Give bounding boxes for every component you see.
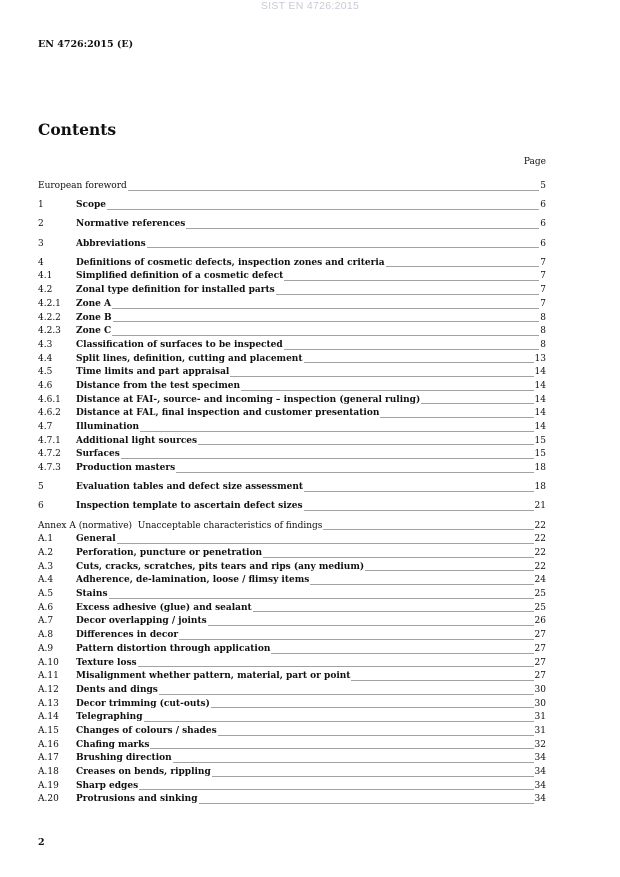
toc-entry-title: Perforation, puncture or penetration: [76, 548, 263, 558]
toc-entry-number: 4.7: [38, 422, 53, 432]
toc-entry-number: 4.3: [38, 339, 53, 350]
toc-entry-page: 5: [540, 181, 546, 191]
toc-entry-title: Split lines, definition, cutting and placement: [76, 353, 303, 364]
toc-entry-number: A.14: [38, 712, 59, 723]
toc-entry-page: 8: [540, 339, 546, 350]
table-of-contents: [38, 180, 546, 807]
toc-entry-page: 32: [534, 739, 546, 750]
toc-entry-title: General: [76, 534, 116, 545]
toc-entry-title: Zonal type definition for installed parts: [76, 285, 275, 296]
toc-entry[interactable]: [38, 199, 546, 213]
toc-entry-number: 4.6.1: [38, 394, 61, 405]
toc-entry[interactable]: [38, 218, 546, 232]
toc-entry-page: 27: [534, 630, 546, 641]
toc-entry-title: Distance from the test specimen: [76, 380, 241, 391]
toc-entry-title: Additional light sources: [76, 435, 198, 446]
toc-entry[interactable]: [38, 533, 546, 547]
toc-entry-title: Adherence, de-lamination, loose / flimsy items: [76, 575, 310, 586]
toc-entry-title: Zone B: [76, 312, 112, 323]
dot-leader: [365, 570, 533, 571]
toc-entry-number: 4.6.2: [38, 408, 61, 419]
toc-entry-page: 31: [534, 725, 546, 736]
toc-entry-page: 26: [534, 616, 546, 627]
toc-entry-title: Brushing direction: [76, 753, 172, 764]
toc-entry-title: Zone C: [76, 326, 112, 337]
toc-entry-page: 14: [534, 408, 546, 419]
toc-entry[interactable]: [38, 270, 546, 284]
dot-leader: [263, 557, 534, 558]
toc-entry-number: 1: [38, 200, 44, 211]
toc-entry[interactable]: [38, 657, 546, 671]
document-id: EN 4726:2015 (E): [38, 39, 134, 50]
toc-entry[interactable]: [38, 684, 546, 698]
toc-entry-title: Decor trimming (cut-outs): [76, 698, 210, 709]
dot-leader: [230, 376, 533, 377]
toc-entry-number: A.16: [38, 739, 59, 750]
toc-entry-page: 24: [534, 575, 546, 586]
toc-entry-page: 15: [534, 435, 546, 446]
toc-entry[interactable]: [38, 698, 546, 712]
toc-entry-page: 22: [534, 561, 546, 572]
toc-entry-number: 4.2.2: [38, 312, 61, 323]
dot-leader: [421, 403, 533, 404]
toc-entry-number: 4.5: [38, 367, 53, 378]
toc-entry-title: Excess adhesive (glue) and sealant: [76, 602, 252, 613]
toc-entry[interactable]: [38, 711, 546, 725]
toc-entry-number: 4.4: [38, 353, 53, 364]
toc-entry[interactable]: [38, 500, 546, 514]
toc-entry[interactable]: [38, 547, 546, 561]
toc-entry-title: Pattern distortion through application: [76, 643, 271, 654]
toc-entry-number: A.2: [38, 548, 54, 558]
toc-entry[interactable]: [38, 602, 546, 616]
toc-entry-number: 4.7.2: [38, 449, 61, 460]
toc-entry[interactable]: [38, 752, 546, 766]
toc-entry-number: A.3: [38, 561, 54, 572]
toc-entry-page: 18: [534, 482, 546, 493]
dot-leader: [380, 417, 533, 418]
toc-entry[interactable]: [38, 353, 546, 367]
toc-entry[interactable]: [38, 448, 546, 462]
toc-entry-number: 5: [38, 482, 44, 493]
dot-leader: [241, 390, 534, 391]
dot-leader: [323, 529, 533, 530]
toc-entry-page: 6: [540, 219, 546, 230]
dot-leader: [304, 510, 534, 511]
toc-entry-number: A.11: [38, 671, 59, 682]
toc-entry-title: Changes of colours / shades: [76, 725, 217, 736]
toc-entry[interactable]: [38, 481, 546, 495]
toc-entry-title: Protrusions and sinking: [76, 794, 198, 805]
dot-leader: [212, 776, 534, 777]
toc-entry[interactable]: [38, 561, 546, 575]
dot-leader: [128, 190, 540, 191]
toc-entry[interactable]: [38, 407, 546, 421]
toc-entry-page: 6: [540, 200, 546, 211]
toc-entry-number: A.15: [38, 725, 59, 736]
dot-leader: [351, 680, 533, 681]
toc-entry-page: 34: [534, 753, 546, 764]
toc-entry[interactable]: [38, 435, 546, 449]
toc-entry-page: 18: [534, 463, 546, 474]
dot-leader: [121, 458, 534, 459]
toc-entry[interactable]: [38, 793, 546, 807]
toc-entry[interactable]: [38, 739, 546, 753]
toc-entry-title: Creases on bends, rippling: [76, 767, 211, 777]
toc-entry-number: 4.7.3: [38, 463, 61, 474]
toc-entry-title: Definitions of cosmetic defects, inspection zones and criteria: [76, 257, 385, 268]
toc-entry-page: 8: [540, 312, 546, 323]
annex-prefix: Annex A (normative): [38, 520, 138, 531]
toc-entry-page: 8: [540, 326, 546, 337]
toc-entry-title: Normative references: [76, 219, 186, 230]
dot-leader: [310, 584, 533, 585]
annex-title: Unacceptable characteristics of findings: [137, 520, 323, 531]
dot-leader: [199, 803, 534, 804]
toc-entry-title: Zone A: [76, 298, 111, 309]
toc-entry-number: A.12: [38, 684, 59, 695]
dot-leader: [112, 335, 539, 336]
dot-leader: [284, 349, 540, 350]
toc-entry-number: 3: [38, 238, 44, 249]
toc-entry[interactable]: [38, 257, 546, 271]
toc-entry-title: Illumination: [76, 422, 140, 432]
toc-entry-title: Differences in decor: [76, 630, 179, 641]
toc-entry-title: Distance at FAI-, source- and incoming – inspection (general ruling): [76, 394, 421, 405]
page-column-label: Page: [523, 157, 546, 167]
toc-entry[interactable]: [38, 615, 546, 629]
toc-entry-page: 27: [534, 657, 546, 668]
dot-leader: [208, 625, 534, 626]
toc-entry[interactable]: [38, 766, 546, 780]
dot-leader: [271, 653, 533, 654]
toc-entry-number: A.9: [38, 643, 54, 654]
toc-entry-page: 27: [534, 643, 546, 654]
toc-entry[interactable]: [38, 284, 546, 298]
toc-entry[interactable]: [38, 394, 546, 408]
toc-entry-title: European foreword: [38, 181, 127, 191]
toc-entry-number: 4.2: [38, 285, 53, 296]
toc-entry-page: 7: [540, 271, 546, 282]
toc-entry-title: Inspection template to ascertain defect sizes: [76, 501, 303, 512]
toc-entry-number: A.1: [38, 534, 54, 545]
dot-leader: [304, 491, 534, 492]
toc-entry-page: 30: [534, 698, 546, 709]
toc-entry-title: Dents and dings: [76, 684, 158, 695]
toc-entry-number: A.17: [38, 753, 59, 764]
toc-entry-page: 14: [534, 422, 546, 432]
toc-entry-title: Cuts, cracks, scratches, pits tears and rips (any medium): [76, 561, 365, 572]
toc-entry-number: A.20: [38, 794, 59, 805]
toc-entry-number: A.18: [38, 767, 59, 777]
toc-entry-page: 30: [534, 684, 546, 695]
toc-entry-title: Chafing marks: [76, 739, 150, 750]
dot-leader: [140, 431, 534, 432]
toc-entry-title: Time limits and part appraisal: [76, 367, 230, 378]
page-number: 2: [38, 837, 45, 848]
toc-entry-number: 4.6: [38, 380, 53, 391]
toc-entry-page: 25: [534, 602, 546, 613]
toc-entry-number: A.4: [38, 575, 54, 586]
dot-leader: [109, 598, 534, 599]
toc-entry-title: Classification of surfaces to be inspected: [76, 339, 283, 350]
toc-entry-title: Texture loss: [76, 657, 137, 668]
toc-entry-page: 7: [540, 285, 546, 296]
toc-entry-title: Surfaces: [76, 449, 120, 460]
toc-entry-number: A.19: [38, 780, 59, 791]
toc-entry-title: Evaluation tables and defect size assessment: [76, 482, 304, 493]
toc-entry-number: 6: [38, 501, 44, 512]
toc-entry[interactable]: [38, 780, 546, 794]
toc-entry-page: 15: [534, 449, 546, 460]
toc-entry-title: Abbreviations: [76, 238, 146, 249]
toc-entry-title: Stains: [76, 589, 108, 600]
toc-entry-title: Decor overlapping / joints: [76, 616, 207, 627]
toc-entry-page: 14: [534, 394, 546, 405]
toc-entry[interactable]: [38, 421, 546, 435]
toc-entry-page: 34: [534, 794, 546, 805]
dot-leader: [159, 694, 534, 695]
toc-entry-number: A.7: [38, 616, 54, 627]
toc-entry-number: 2: [38, 219, 44, 230]
toc-entry[interactable]: [38, 520, 546, 534]
toc-entry-number: A.8: [38, 630, 54, 641]
dot-leader: [139, 789, 533, 790]
toc-entry[interactable]: [38, 574, 546, 588]
toc-entry[interactable]: [38, 298, 546, 312]
toc-entry-page: 34: [534, 767, 546, 777]
toc-entry-number: 4.2.1: [38, 298, 61, 309]
toc-entry-page: 22: [534, 548, 546, 558]
dot-leader: [198, 444, 533, 445]
toc-entry-number: A.5: [38, 589, 54, 600]
dot-leader: [211, 707, 534, 708]
toc-entry[interactable]: [38, 380, 546, 394]
toc-entry-title: Simplified definition of a cosmetic defect: [76, 271, 284, 282]
toc-entry[interactable]: [38, 366, 546, 380]
toc-entry-number: 4.7.1: [38, 435, 61, 446]
dot-leader: [304, 362, 534, 363]
toc-entry-page: 27: [534, 671, 546, 682]
dot-leader: [173, 762, 534, 763]
toc-entry-title: Sharp edges: [76, 780, 139, 791]
toc-entry-page: 14: [534, 367, 546, 378]
dot-leader: [112, 308, 539, 309]
toc-entry-number: A.6: [38, 602, 54, 613]
toc-entry-number: 4: [38, 257, 44, 268]
toc-entry-number: A.10: [38, 657, 59, 668]
toc-entry-page: 14: [534, 380, 546, 391]
dot-leader: [117, 543, 534, 544]
toc-entry-page: 6: [540, 238, 546, 249]
toc-entry-page: 31: [534, 712, 546, 723]
toc-entry-page: 7: [540, 257, 546, 268]
toc-entry[interactable]: [38, 238, 546, 252]
dot-leader: [107, 209, 539, 210]
toc-entry[interactable]: [38, 462, 546, 476]
dot-leader: [186, 228, 539, 229]
dot-leader: [150, 748, 533, 749]
watermark: SIST EN 4726:2015: [260, 0, 360, 12]
toc-entry[interactable]: [38, 180, 546, 194]
toc-entry-page: 25: [534, 589, 546, 600]
toc-entry[interactable]: [38, 339, 546, 353]
toc-entry-number: A.13: [38, 698, 59, 709]
toc-entry-title: Scope: [76, 200, 107, 211]
toc-entry-title: Misalignment whether pattern, material, part or point: [76, 671, 351, 682]
toc-entry-title: Distance at FAL, final inspection and customer presentation: [76, 408, 380, 419]
dot-leader: [144, 721, 534, 722]
toc-entry[interactable]: [38, 629, 546, 643]
toc-entry-title: Telegraphing: [76, 712, 143, 723]
contents-heading: Contents: [38, 120, 117, 139]
toc-entry-title: Production masters: [76, 463, 176, 474]
dot-leader: [179, 639, 533, 640]
toc-entry-page: 21: [534, 501, 546, 512]
dot-leader: [138, 666, 534, 667]
toc-entry[interactable]: [38, 312, 546, 326]
toc-entry[interactable]: [38, 670, 546, 684]
dot-leader: [218, 735, 534, 736]
dot-leader: [176, 472, 533, 473]
toc-entry-number: 4.1: [38, 271, 53, 282]
toc-entry-page: 22: [534, 534, 546, 545]
dot-leader: [386, 266, 540, 267]
dot-leader: [113, 321, 540, 322]
toc-entry-page: 34: [534, 780, 546, 791]
toc-entry[interactable]: [38, 325, 546, 339]
toc-entry[interactable]: [38, 643, 546, 657]
toc-entry[interactable]: [38, 725, 546, 739]
toc-entry-number: 4.2.3: [38, 326, 61, 337]
toc-entry-page: 22: [534, 520, 546, 531]
toc-entry-page: 13: [534, 353, 546, 364]
toc-entry[interactable]: [38, 588, 546, 602]
dot-leader: [284, 280, 539, 281]
dot-leader: [276, 294, 540, 295]
dot-leader: [147, 247, 540, 248]
toc-entry-title: [38, 520, 322, 534]
toc-entry-page: 7: [540, 298, 546, 309]
dot-leader: [253, 611, 534, 612]
